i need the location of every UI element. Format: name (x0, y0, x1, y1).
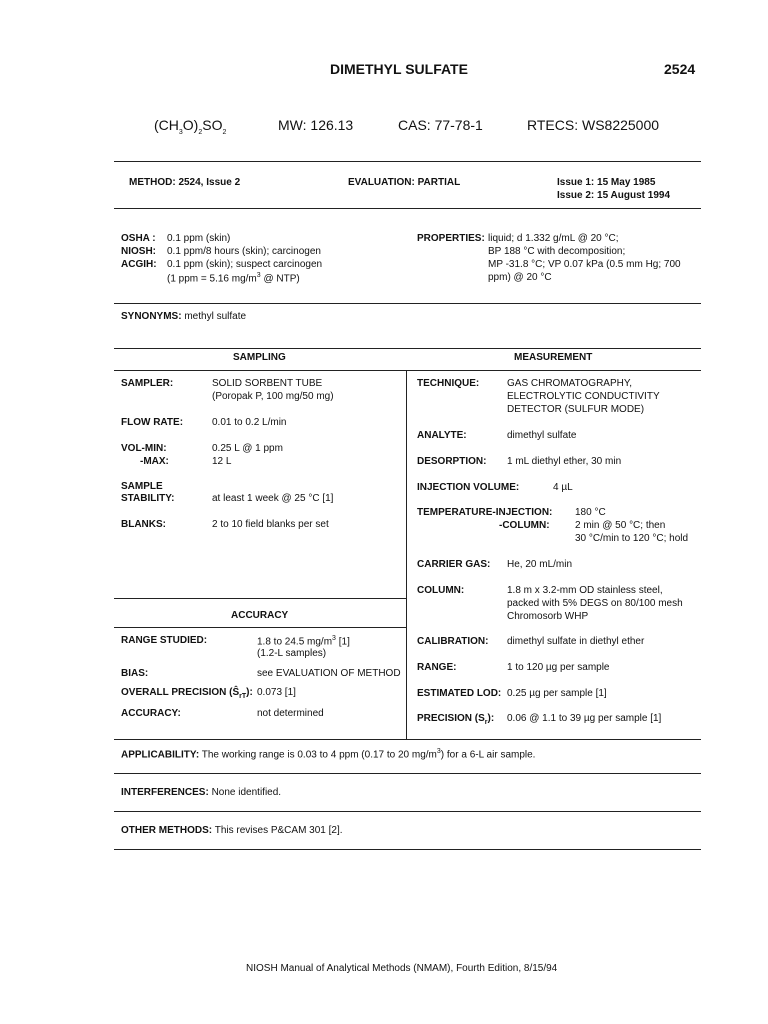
temperature-injection-label: TEMPERATURE-INJECTION: (417, 507, 553, 518)
measurement-heading: MEASUREMENT (514, 352, 593, 363)
evaluation-label: EVALUATION: PARTIAL (348, 177, 461, 188)
page-title: DIMETHYL SULFATE (330, 61, 468, 77)
carrier-gas-label: CARRIER GAS: (417, 559, 491, 570)
niosh-label: NIOSH: (121, 246, 156, 257)
issue2-date: Issue 2: 15 August 1994 (557, 190, 671, 201)
precision-label: PRECISION $(S_r)$: (417, 713, 495, 726)
range-studied-value: (1.2-L samples) (257, 648, 327, 659)
bias-value: see EVALUATION OF METHOD (257, 668, 401, 679)
blanks-value: 2 to 10 field blanks per set (212, 519, 329, 530)
page-footer: NIOSH Manual of Analytical Methods (NMAM), Fourth Edition, 8/15/94 (246, 963, 558, 974)
method-label: METHOD: 2524, Issue 2 (129, 177, 241, 188)
properties-line: BP 188 °C with decomposition; (488, 246, 626, 257)
interferences: INTERFERENCES: None identified. (121, 787, 282, 798)
divider (114, 773, 701, 774)
sampler-label: SAMPLER: (121, 378, 174, 389)
divider (114, 161, 701, 162)
column-value: 1.8 m x 3.2-mm OD stainless steel, (507, 585, 663, 596)
range-label: RANGE: (417, 662, 457, 673)
overall-precision-label: OVERALL PRECISION $(Ŝ_{rT})$: (121, 687, 253, 700)
lod-value: 0.25 µg per sample [1] (507, 688, 607, 699)
injection-volume-value: 4 µL (553, 482, 573, 493)
vol-max-value: 12 L (212, 456, 232, 467)
osha-value: 0.1 ppm (skin) (167, 233, 231, 244)
overall-precision-value: 0.073 [1] (257, 687, 296, 698)
accuracy-label: ACCURACY: (121, 708, 181, 719)
lod-label: ESTIMATED LOD: (417, 688, 502, 699)
sampler-value: (Poropak P, 100 mg/50 mg) (212, 391, 334, 402)
calibration-value: dimethyl sulfate in diethyl ether (507, 636, 645, 647)
range-studied-value: 1.8 to 24.5 $mg/m^3$ [1] (257, 635, 350, 648)
flow-rate-value: 0.01 to 0.2 L/min (212, 417, 287, 428)
divider (114, 303, 701, 304)
sampling-heading: SAMPLING (233, 352, 286, 363)
synonyms: SYNONYMS: methyl sulfate (121, 311, 247, 322)
desorption-label: DESORPTION: (417, 456, 487, 467)
acgih-label: ACGIH: (121, 259, 157, 270)
column-value: Chromosorb WHP (507, 611, 589, 622)
temperature-column-value: 30 °C/min to 120 °C; hold (575, 533, 689, 544)
issue1-date: Issue 1: 15 May 1985 (557, 177, 656, 188)
flow-rate-label: FLOW RATE: (121, 417, 184, 428)
precision-value: 0.06 @ 1.1 to 39 µg per sample [1] (507, 713, 662, 724)
column-value: packed with 5% DEGS on 80/100 mesh (507, 598, 683, 609)
vol-min-value: 0.25 L @ 1 ppm (212, 443, 283, 454)
vol-min-label: VOL-MIN: (121, 443, 167, 454)
technique-value: GAS CHROMATOGRAPHY, (507, 378, 633, 389)
column-divider (406, 370, 407, 739)
divider (114, 739, 701, 740)
accuracy-value: not determined (257, 708, 324, 719)
properties-label: PROPERTIES: (417, 233, 485, 244)
injection-volume-label: INJECTION VOLUME: (417, 482, 520, 493)
temperature-column-value: 2 min @ 50 °C; then (575, 520, 666, 531)
stability-label: SAMPLE (121, 481, 163, 492)
desorption-value: 1 mL diethyl ether, 30 min (507, 456, 622, 467)
cas-number: CAS: 77-78-1 (398, 117, 483, 133)
technique-value: DETECTOR (SULFUR MODE) (507, 404, 645, 415)
sampler-value: SOLID SORBENT TUBE (212, 378, 323, 389)
temperature-injection-value: 180 °C (575, 507, 606, 518)
divider (114, 811, 701, 812)
acgih-value: 0.1 ppm (skin); suspect carcinogen (167, 259, 323, 270)
properties-line: liquid; d 1.332 g/mL @ 20 °C; (488, 233, 619, 244)
vol-max-label: -MAX: (140, 456, 169, 467)
rtecs-number: RTECS: WS8225000 (527, 117, 660, 133)
stability-label: STABILITY: (121, 493, 175, 504)
range-studied-label: RANGE STUDIED: (121, 635, 208, 646)
molecular-weight: MW: 126.13 (278, 117, 354, 133)
divider (114, 627, 406, 628)
properties-line: ppm) @ 20 °C (488, 272, 552, 283)
blanks-label: BLANKS: (121, 519, 166, 530)
temperature-column-label: -COLUMN: (499, 520, 550, 531)
technique-value: ELECTROLYTIC CONDUCTIVITY (507, 391, 660, 402)
carrier-gas-value: He, 20 mL/min (507, 559, 573, 570)
range-value: 1 to 120 µg per sample (507, 662, 610, 673)
other-methods: OTHER METHODS: This revises P&CAM 301 [2]. (121, 825, 343, 836)
method-number: 2524 (664, 61, 696, 77)
divider (114, 849, 701, 850)
divider (114, 370, 701, 371)
stability-value: at least 1 week @ 25 °C [1] (212, 493, 334, 504)
chemical-formula: $(CH_3O)_2SO_2$ (154, 117, 227, 136)
calibration-label: CALIBRATION: (417, 636, 489, 647)
divider (114, 598, 406, 599)
technique-label: TECHNIQUE: (417, 378, 480, 389)
divider (114, 208, 701, 209)
analyte-label: ANALYTE: (417, 430, 467, 441)
bias-label: BIAS: (121, 668, 149, 679)
analyte-value: dimethyl sulfate (507, 430, 577, 441)
accuracy-heading: ACCURACY (231, 610, 289, 621)
column-label: COLUMN: (417, 585, 465, 596)
ppm-conversion: (1 ppm = 5.16 $mg/m^3$ @ NTP) (167, 272, 300, 285)
properties-line: MP -31.8 °C; VP 0.07 kPa (0.5 mm Hg; 700 (488, 259, 681, 270)
divider (114, 348, 701, 349)
applicability: APPLICABILITY: The working range is 0.03 to 4 ppm (0.17 to 20 $mg/m^3$) for a 6-L air sample. (121, 748, 536, 761)
osha-limit: OSHA : (121, 233, 156, 244)
niosh-value: 0.1 ppm/8 hours (skin); carcinogen (167, 246, 321, 257)
